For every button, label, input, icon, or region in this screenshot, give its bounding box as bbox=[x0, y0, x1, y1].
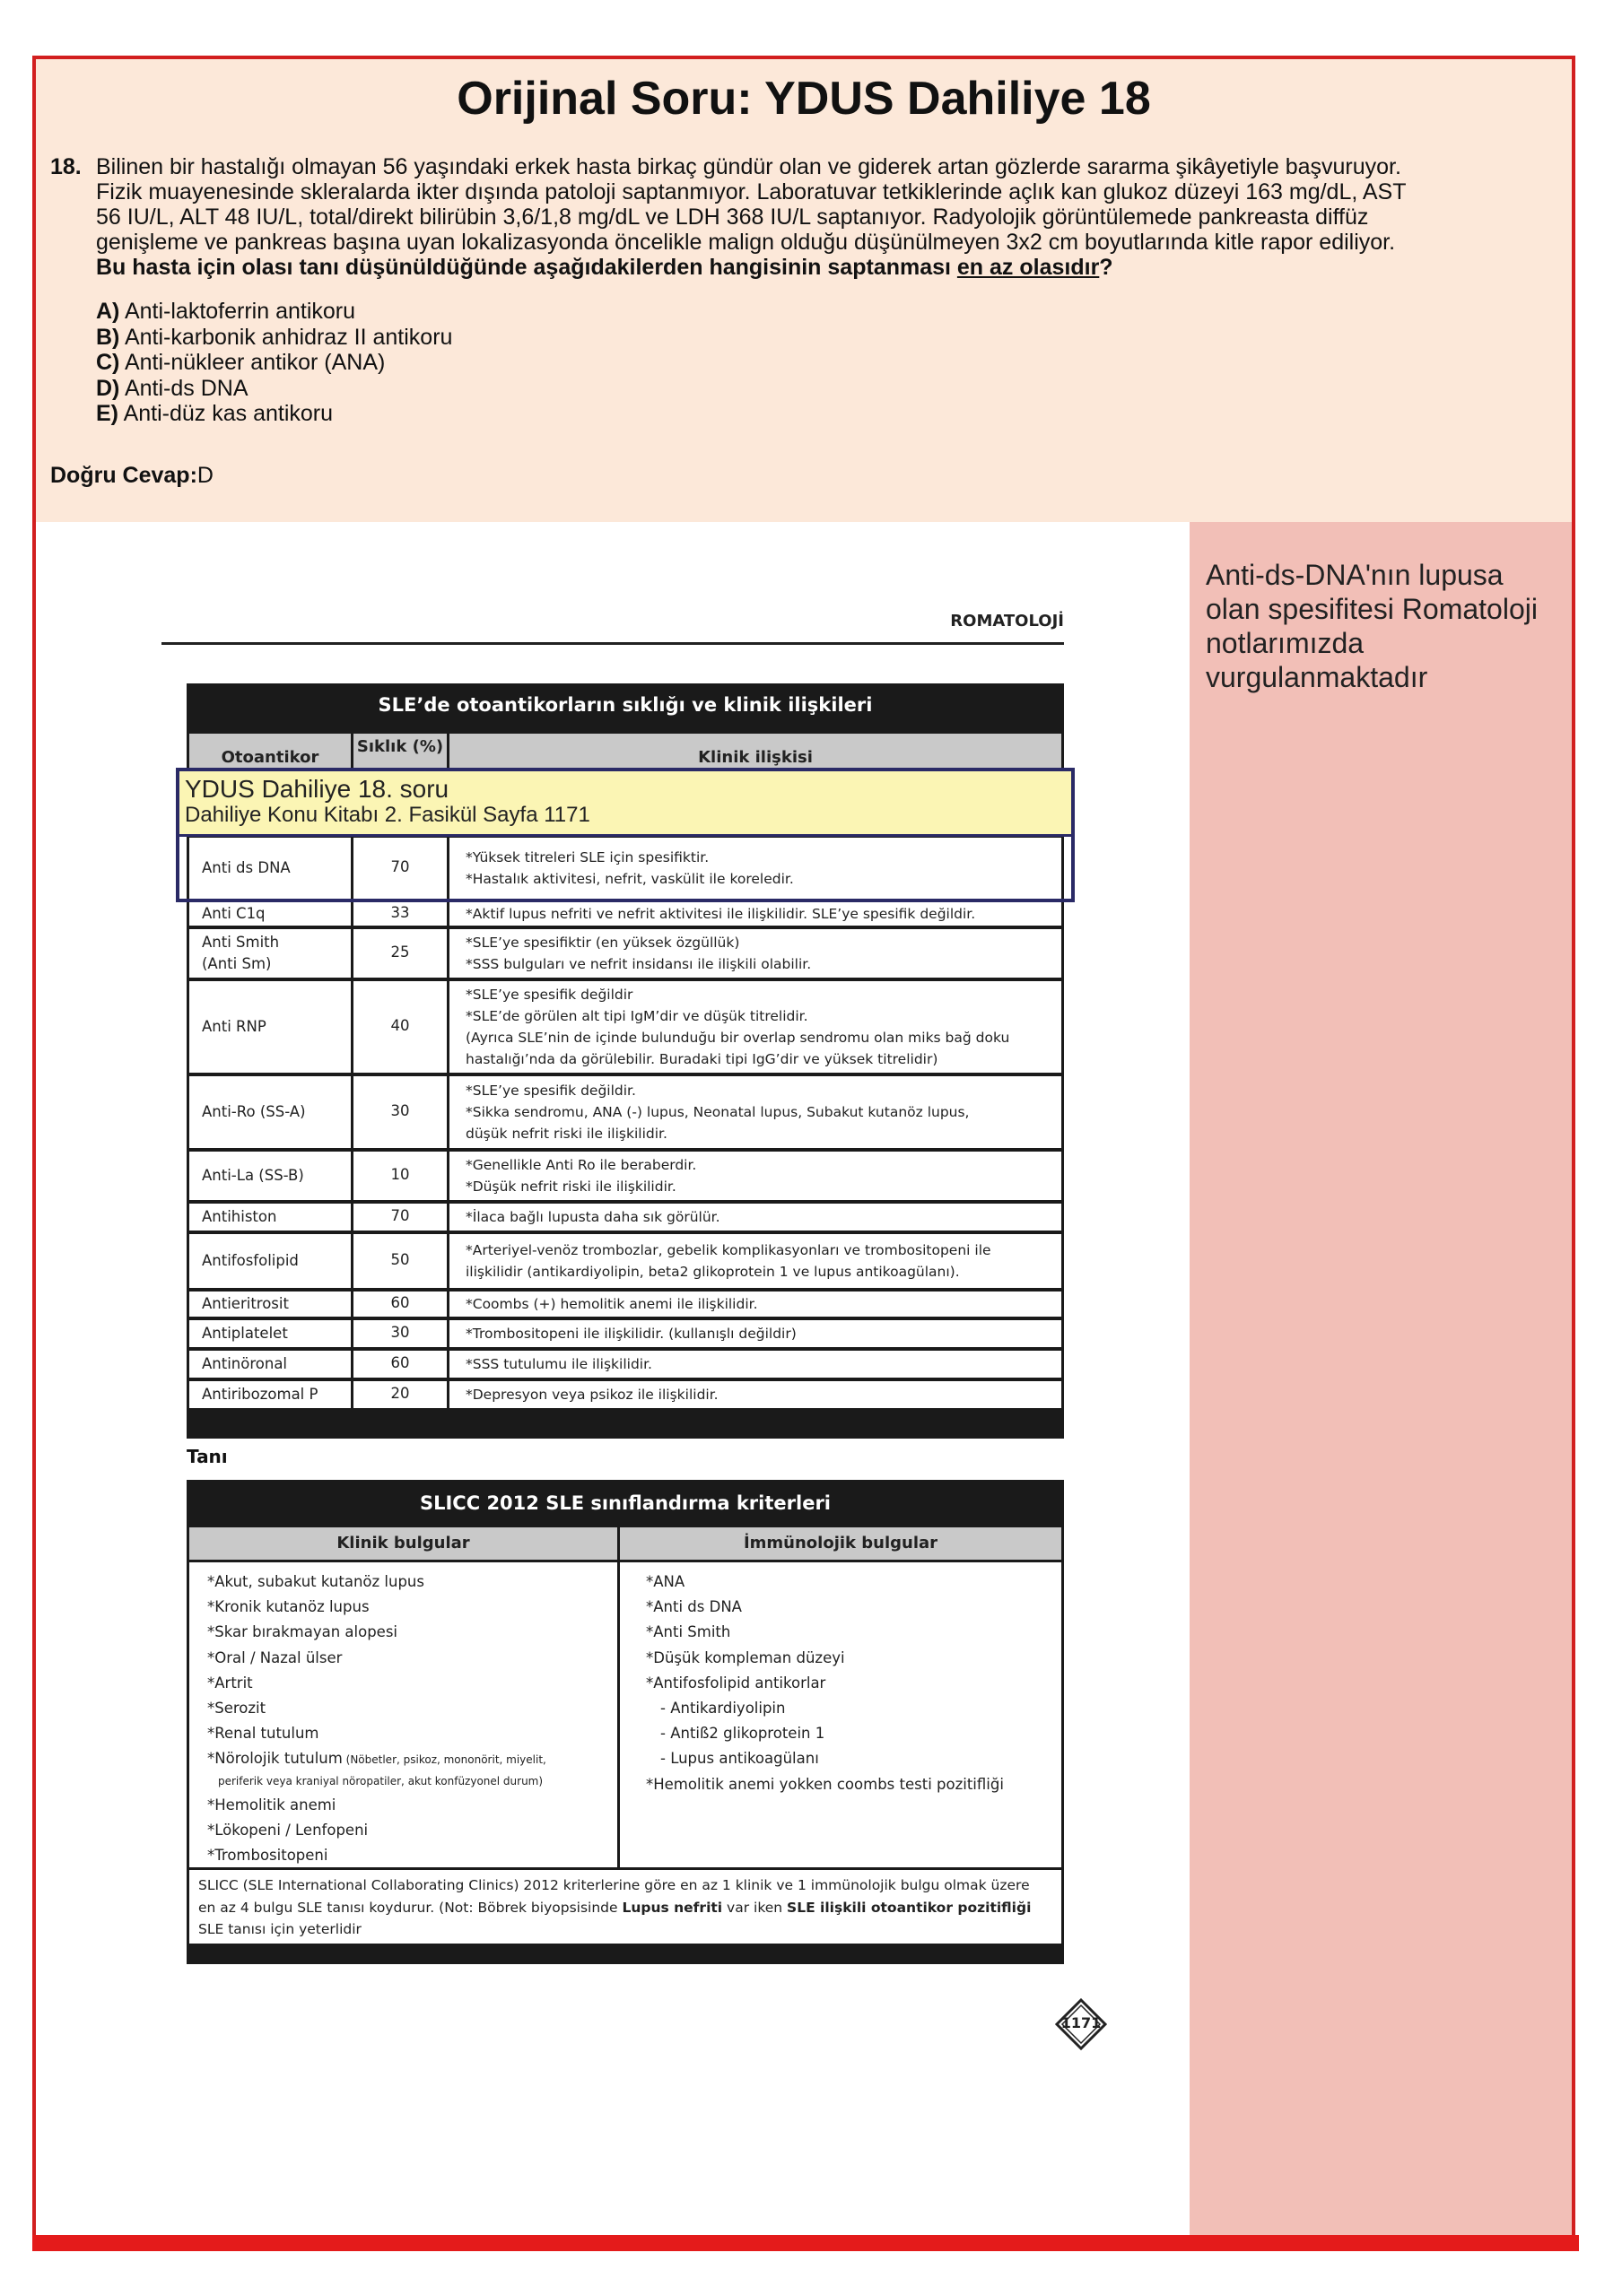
callout-title: YDUS Dahiliye 18. soru bbox=[185, 775, 449, 803]
answer-options bbox=[96, 299, 452, 427]
question-line: 56 IU/L, ALT 48 IU/L, total/direkt bilirübin 3,6/1,8 mg/dL ve LDH 368 IU/L saptanıyor. Radyolojik görüntülemede pankreasta diffüz bbox=[96, 204, 1369, 230]
immuno-subitem: - Antiß2 glikoprotein 1 bbox=[660, 1725, 825, 1743]
antibody-name: Antinöronal bbox=[202, 1355, 288, 1372]
antibody-name: Anti C1q bbox=[202, 905, 266, 922]
page-title: Orijinal Soru: YDUS Dahiliye 18 bbox=[457, 73, 1151, 125]
immuno-item: *Düşük kompleman düzeyi bbox=[646, 1648, 845, 1666]
autoantibody-row bbox=[189, 1381, 1061, 1408]
slicc-table-title: SLICC 2012 SLE sınıflandırma kriterleri bbox=[419, 1492, 831, 1514]
autoantibody-row bbox=[189, 1234, 1061, 1288]
antibody-frequency: 50 bbox=[390, 1251, 410, 1268]
column-divider bbox=[351, 1234, 353, 1288]
clinical-item: *Akut, subakut kutanöz lupus bbox=[207, 1573, 424, 1590]
option-a[interactable]: A) Anti-laktoferrin antikoru bbox=[96, 299, 356, 324]
autoantibody-row bbox=[189, 1351, 1061, 1378]
column-divider bbox=[351, 902, 353, 926]
immuno-item: *Antifosfolipid antikorlar bbox=[646, 1674, 826, 1692]
antibody-frequency: 20 bbox=[390, 1385, 410, 1402]
column-divider bbox=[447, 1292, 449, 1317]
clinical-item-note: periferik veya kraniyal nöropatiler, akut konfüzyonel durum) bbox=[218, 1774, 544, 1787]
autoantibody-row bbox=[189, 1320, 1061, 1347]
book-section-label: ROMATOLOJİ bbox=[950, 612, 1064, 631]
immuno-item: *Hemolitik anemi yokken coombs testi pozitifliği bbox=[646, 1775, 1004, 1793]
immuno-subitem: - Lupus antikoagülanı bbox=[660, 1750, 819, 1768]
antibody-frequency: 60 bbox=[390, 1294, 410, 1311]
antibody-frequency: 33 bbox=[390, 904, 410, 921]
autoantibody-table-title: SLE’de otoantikorların sıklığı ve klinik ilişkileri bbox=[378, 694, 873, 716]
option-c[interactable]: C) Anti-nükleer antikor (ANA) bbox=[96, 350, 386, 375]
antibody-name: Antifosfolipid bbox=[202, 1252, 299, 1269]
question-text bbox=[96, 154, 1496, 280]
column-divider bbox=[351, 1292, 353, 1317]
bottom-red-bar bbox=[32, 2235, 1579, 2251]
column-divider bbox=[351, 1152, 353, 1200]
antibody-frequency: 10 bbox=[390, 1166, 410, 1183]
question-line: Bilinen bir hastalığı olmayan 56 yaşındaki erkek hasta birkaç gündür olan ve giderek artan gözlerde sararma şikâyetiyle başvuruyor. bbox=[96, 154, 1401, 179]
column-divider bbox=[447, 1381, 449, 1408]
antibody-clinical-note: *Depresyon veya psikoz ile ilişkilidir. bbox=[466, 1387, 719, 1403]
column-divider bbox=[447, 1234, 449, 1288]
header-rule bbox=[161, 642, 1064, 645]
clinical-list bbox=[207, 1570, 611, 1868]
column-divider bbox=[447, 1204, 449, 1231]
antibody-name: Anti-Ro (SS-A) bbox=[202, 1103, 306, 1120]
question-line: Fizik muayenesinde skleralarda ikter dışında patoloji saptanmıyor. Laboratuvar tetkiklerinde açlık kan glukoz düzeyi 163 mg/dL, AST bbox=[96, 179, 1407, 204]
clinical-header: Klinik bulgular bbox=[189, 1527, 617, 1560]
column-divider bbox=[447, 929, 449, 978]
antibody-clinical-note: *İlaca bağlı lupusta daha sık görülür. bbox=[466, 1209, 720, 1225]
immuno-item: *Anti ds DNA bbox=[646, 1598, 742, 1616]
question-number: 18. bbox=[50, 154, 82, 179]
column-divider bbox=[351, 1351, 353, 1378]
header-klinik: Klinik ilişkisi bbox=[698, 748, 813, 767]
antibody-name: Antiplatelet bbox=[202, 1325, 288, 1342]
antibody-clinical-note: *SLE’ye spesifik değildir *SLE’de görülen alt tipi IgM’dir ve düşük titrelidir. (Ayrıca SLE’nin de içinde bulunduğu bir overlap sendromu olan miks bağ doku hastalığı’nda da görülebilir. Buradaki tipi IgG’dir ve yüksek titrelidir) bbox=[466, 987, 1010, 1067]
clinical-item: *Nörolojik tutulum (Nöbetler, psikoz, mononörit, miyelit, bbox=[207, 1750, 546, 1768]
column-divider bbox=[447, 902, 449, 926]
autoantibody-row bbox=[189, 929, 1061, 978]
autoantibody-row bbox=[189, 1204, 1061, 1231]
question-line: genişleme ve pankreas başına uyan lokalizasyonda öncelikle malign olduğu düşünülmeyen 3x2 cm boyutlarında kitle rapor ediliyor. bbox=[96, 230, 1396, 255]
antibody-name: Anti Smith (Anti Sm) bbox=[202, 934, 280, 972]
clinical-item: *Hemolitik anemi bbox=[207, 1796, 336, 1813]
antibody-frequency: 60 bbox=[390, 1354, 410, 1371]
column-divider bbox=[351, 1320, 353, 1347]
page-number: 1171 bbox=[1060, 2014, 1102, 2031]
immuno-subitem: - Antikardiyolipin bbox=[660, 1700, 786, 1718]
immuno-header: İmmünolojik bulgular bbox=[620, 1527, 1061, 1560]
column-divider bbox=[351, 1204, 353, 1231]
clinical-item: *Oral / Nazal ülser bbox=[207, 1648, 343, 1666]
antibody-clinical-note: *SSS tutulumu ile ilişkilidir. bbox=[466, 1356, 652, 1372]
header-siklik: Sıklık (%) bbox=[356, 737, 444, 756]
antibody-frequency: 40 bbox=[390, 1017, 410, 1034]
clinical-item: *Serozit bbox=[207, 1700, 266, 1718]
question-emphasis: en az olasıdır bbox=[956, 255, 1100, 280]
immuno-item: *Anti Smith bbox=[646, 1623, 731, 1641]
antibody-name: Antieritrosit bbox=[202, 1295, 289, 1312]
antibody-clinical-note: *Coombs (+) hemolitik anemi ile ilişkilidir. bbox=[466, 1296, 758, 1312]
side-note-text: Anti-ds-DNA'nın lupusa olan spesifitesi Romatoloji notlarımızda vurgulanmaktadır bbox=[1206, 559, 1538, 693]
column-divider bbox=[351, 981, 353, 1073]
column-divider bbox=[351, 929, 353, 978]
column-divider bbox=[447, 1320, 449, 1347]
question-prompt: Bu hasta için olası tanı düşünüldüğünde aşağıdakilerden hangisinin saptanması en az olasıdır? bbox=[96, 255, 1113, 280]
antibody-frequency: 70 bbox=[390, 1207, 410, 1224]
callout-subtitle: Dahiliye Konu Kitabı 2. Fasikül Sayfa 1171 bbox=[185, 803, 590, 827]
autoantibody-row bbox=[189, 981, 1061, 1073]
column-divider bbox=[351, 1076, 353, 1148]
antibody-frequency: 30 bbox=[390, 1324, 410, 1341]
antibody-frequency: 25 bbox=[390, 944, 410, 961]
tani-heading: Tanı bbox=[187, 1446, 228, 1467]
option-b[interactable]: B) Anti-karbonik anhidraz II antikoru bbox=[96, 324, 453, 350]
option-d[interactable]: D) Anti-ds DNA bbox=[96, 375, 249, 401]
antibody-name: Anti-La (SS-B) bbox=[202, 1167, 304, 1184]
antibody-frequency: 70 bbox=[390, 858, 410, 875]
column-divider bbox=[447, 1351, 449, 1378]
antibody-clinical-note: *Yüksek titreleri SLE için spesifiktir. *Hastalık aktivitesi, nefrit, vaskülit ile koreledir. bbox=[466, 849, 794, 887]
column-divider bbox=[351, 1381, 353, 1408]
antibody-name: Antihiston bbox=[202, 1208, 277, 1225]
clinical-item: *Skar bırakmayan alopesi bbox=[207, 1623, 397, 1641]
antibody-clinical-note: *Trombositopeni ile ilişkilidir. (kullanışlı değildir) bbox=[466, 1326, 797, 1342]
option-e[interactable]: E) Anti-düz kas antikoru bbox=[96, 401, 334, 426]
antibody-name: Anti ds DNA bbox=[202, 859, 291, 876]
column-divider bbox=[447, 981, 449, 1073]
clinical-item: *Kronik kutanöz lupus bbox=[207, 1598, 370, 1616]
autoantibody-row bbox=[189, 1152, 1061, 1200]
antibody-clinical-note: *Genellikle Anti Ro ile beraberdir. *Düşük nefrit riski ile ilişkilidir. bbox=[466, 1157, 697, 1195]
antibody-clinical-note: *Aktif lupus nefriti ve nefrit aktivitesi ile ilişkilidir. SLE’ye spesifik değildir. bbox=[466, 906, 976, 922]
column-divider bbox=[447, 1152, 449, 1200]
clinical-item: *Renal tutulum bbox=[207, 1725, 319, 1743]
clinical-item: *Trombositopeni bbox=[207, 1847, 328, 1865]
header-otoantikor: Otoantikor bbox=[221, 748, 319, 767]
autoantibody-row bbox=[189, 902, 1061, 926]
clinical-item: *Artrit bbox=[207, 1674, 253, 1692]
autoantibody-row bbox=[189, 1292, 1061, 1317]
slicc-footer-text: SLICC (SLE International Collaborating Clinics) 2012 kriterlerine göre en az 1 klinik ve 1 immünolojik bulgu olmak üzere en az 4 bulgu SLE tanısı koydurur. (Not: Böbrek biyopsisinde Lupus nefriti var iken SLE ilişkili otoantikor pozitifliği SLE tanısı için yeterlidir bbox=[198, 1877, 1032, 1937]
antibody-name: Antiribozomal P bbox=[202, 1386, 318, 1403]
immuno-list bbox=[646, 1570, 1050, 1797]
antibody-name: Anti RNP bbox=[202, 1018, 266, 1035]
antibody-clinical-note: *SLE’ye spesifik değildir. *Sikka sendromu, ANA (-) lupus, Neonatal lupus, Subakut kutanöz lupus, düşük nefrit riski ile ilişkilidir. bbox=[466, 1083, 970, 1142]
antibody-clinical-note: *Arteriyel-venöz trombozlar, gebelik komplikasyonları ve trombositopeni ile ilişkilidir (antikardiyolipin, beta2 glikoprotein 1 ve lupus antikoagülanı). bbox=[466, 1242, 991, 1280]
immuno-item: *ANA bbox=[646, 1573, 685, 1590]
autoantibody-row bbox=[189, 1076, 1061, 1148]
correct-answer: Doğru Cevap:D bbox=[50, 463, 214, 488]
antibody-clinical-note: *SLE’ye spesifiktir (en yüksek özgüllük) *SSS bulguları ve nefrit insidansı ile ilişkili olabilir. bbox=[466, 935, 812, 972]
column-divider bbox=[447, 1076, 449, 1148]
clinical-item: *Lökopeni / Lenfopeni bbox=[207, 1821, 369, 1839]
antibody-frequency: 30 bbox=[390, 1102, 410, 1119]
